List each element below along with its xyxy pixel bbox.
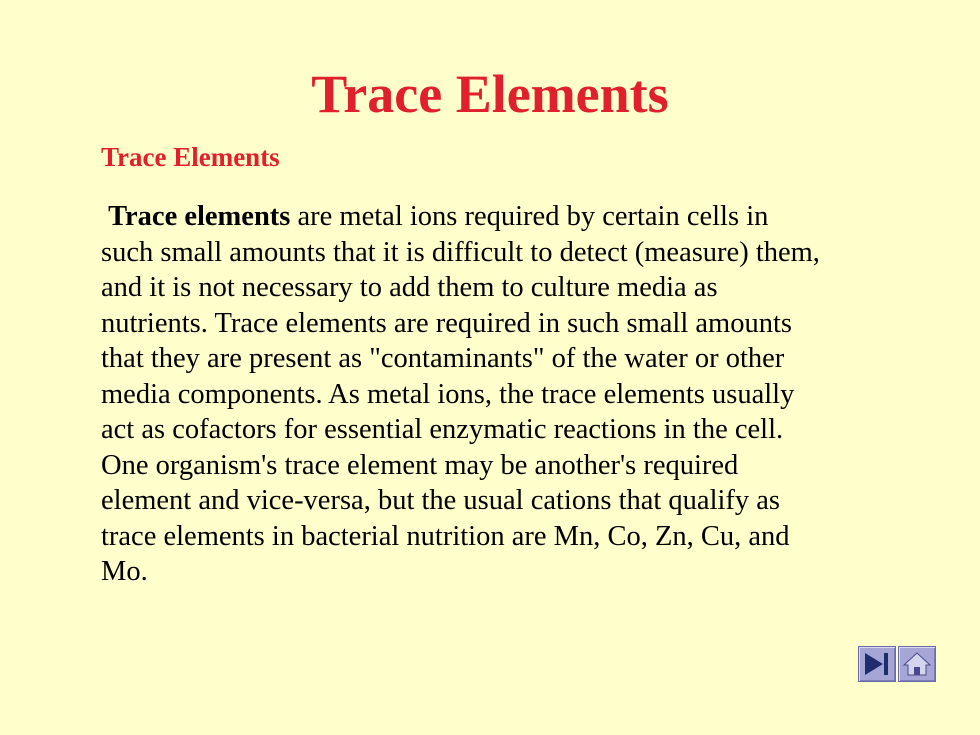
home-icon [902, 651, 932, 677]
body-paragraph [101, 199, 931, 590]
body-line-5: that they are present as "contaminants" of the water or other [101, 343, 785, 374]
body-line-1-text: are metal ions required by certain cells in [290, 201, 769, 232]
body-line-7: act as cofactors for essential enzymatic reactions in the cell. [101, 414, 784, 445]
body-line-6: media components. As metal ions, the trace elements usually [101, 378, 795, 410]
slide-title: Trace Elements [311, 64, 669, 124]
play-end-icon [862, 651, 892, 677]
body-line-9: element and vice-versa, but the usual cations that qualify as [101, 485, 781, 516]
lead-term: Trace elements [108, 201, 291, 232]
section-heading: Trace Elements [101, 142, 280, 172]
body-line-3: and it is not necessary to add them to culture media as [101, 272, 718, 303]
body-line-1 [101, 199, 931, 235]
slide-navigation [858, 646, 936, 682]
body-line-8: One organism's trace element may be another's required [101, 449, 739, 481]
body-line-10: trace elements in bacterial nutrition are Mn, Co, Zn, Cu, and [101, 520, 790, 552]
next-end-button[interactable] [858, 646, 896, 682]
body-line-4: nutrients. Trace elements are required in such small amounts [101, 307, 792, 339]
home-button[interactable] [898, 646, 936, 682]
body-line-11: Mo. [101, 556, 148, 587]
body-line-2: such small amounts that it is difficult to detect (measure) them, [101, 236, 820, 268]
